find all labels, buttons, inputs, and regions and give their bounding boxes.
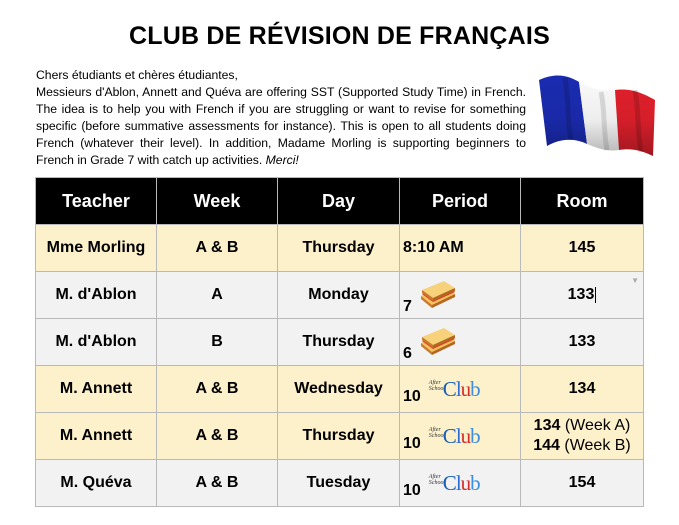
header-period: Period: [400, 178, 521, 225]
sandwich-icon: [418, 327, 458, 357]
cell-room: 154: [521, 460, 644, 507]
cell-period: [400, 413, 521, 460]
period-value: 6: [403, 345, 412, 362]
cell-week: A: [157, 272, 278, 319]
period-value: 10: [403, 435, 421, 452]
french-flag-icon: [535, 70, 657, 158]
intro-text: [36, 67, 526, 169]
room-line: 134 (Week A): [533, 417, 631, 434]
cell-room: 133: [521, 319, 644, 366]
intro-greeting: Chers étudiants et chères étudiantes,: [36, 68, 238, 82]
room-value: 133: [567, 286, 595, 303]
schedule-table: [35, 177, 644, 507]
cell-room: [521, 413, 644, 460]
after-school-club-icon: [429, 472, 487, 494]
cell-week: A & B: [157, 413, 278, 460]
cell-day: Thursday: [278, 319, 400, 366]
cell-teacher: M. d'Ablon: [36, 319, 157, 366]
period-value: 10: [403, 482, 421, 499]
after-school-club-icon: [429, 425, 487, 447]
cell-period: [400, 319, 521, 366]
table-row: [36, 225, 644, 272]
sandwich-icon: [418, 280, 458, 310]
cell-day: Thursday: [278, 413, 400, 460]
cell-teacher: M. Quéva: [36, 460, 157, 507]
header-day: Day: [278, 178, 400, 225]
cell-room: 134: [521, 366, 644, 413]
room-line: 144 (Week B): [533, 437, 631, 454]
after-school-club-icon: [429, 378, 487, 400]
cell-day: Thursday: [278, 225, 400, 272]
club-logo-small-text: After School: [428, 380, 446, 392]
cell-teacher: M. d'Ablon: [36, 272, 157, 319]
header-teacher: Teacher: [36, 178, 157, 225]
text-cursor: [595, 287, 596, 303]
period-value: 8:10 AM: [403, 239, 464, 256]
header-room: Room: [521, 178, 644, 225]
cell-room: 145: [521, 225, 644, 272]
period-value: 7: [403, 298, 412, 315]
club-logo-word: Club: [442, 424, 480, 448]
intro-body-text: Messieurs d'Ablon, Annett and Quéva are offering SST (Supported Study Time) in French. The idea is to help you with French if you are struggling or want to revise for something specific (before summative assessments for instance). This is open to all students doing French (whatever their level). In addition, Madame Morling is supporting beginners to French in Grade 7 with catch up activities.: [36, 85, 526, 167]
table-row: [36, 319, 644, 366]
cell-day: Monday: [278, 272, 400, 319]
cell-week: A & B: [157, 225, 278, 272]
cell-week: A & B: [157, 460, 278, 507]
club-logo-word: Club: [442, 377, 480, 401]
cell-period: [400, 225, 521, 272]
club-logo-small-text: After School: [428, 427, 446, 439]
cell-day: Wednesday: [278, 366, 400, 413]
table-row: [36, 460, 644, 507]
cell-day: Tuesday: [278, 460, 400, 507]
cell-teacher: M. Annett: [36, 366, 157, 413]
cell-room: [521, 272, 644, 319]
cell-teacher: M. Annett: [36, 413, 157, 460]
table-row: [36, 366, 644, 413]
club-logo-word: Club: [442, 471, 480, 495]
page-title: CLUB DE RÉVISION DE FRANÇAIS: [129, 22, 550, 50]
intro-body: [36, 84, 526, 169]
table-row: [36, 413, 644, 460]
cell-teacher: Mme Morling: [36, 225, 157, 272]
club-logo-small-text: After School: [428, 474, 446, 486]
dropdown-arrow-icon[interactable]: ▼: [631, 276, 639, 285]
period-value: 10: [403, 388, 421, 405]
cell-week: B: [157, 319, 278, 366]
table-header-row: [36, 178, 644, 225]
cell-period: [400, 366, 521, 413]
cell-period: [400, 272, 521, 319]
cell-period: [400, 460, 521, 507]
header-week: Week: [157, 178, 278, 225]
intro-closing: Merci!: [265, 153, 299, 167]
cell-week: A & B: [157, 366, 278, 413]
table-row: [36, 272, 644, 319]
